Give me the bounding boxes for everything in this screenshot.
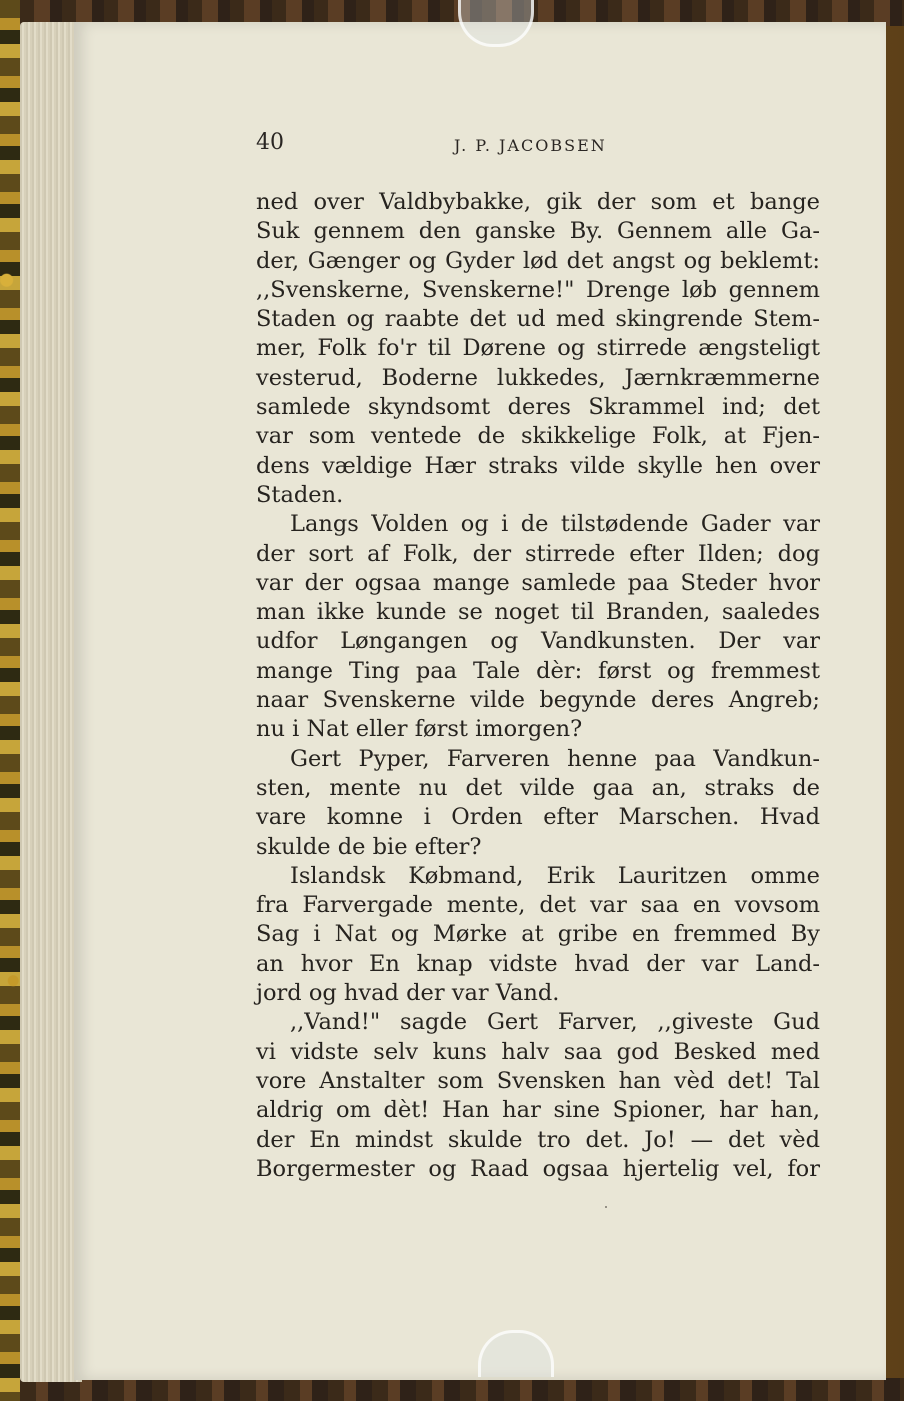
text-line: an hvor En knap vidste hvad der var Land-: [256, 950, 820, 977]
text-line: Staden.: [256, 481, 344, 508]
page-header: [256, 130, 820, 164]
text-line: aldrig om dèt! Han har sine Spioner, har han,: [256, 1097, 820, 1124]
text-line: der sort af Folk, der stirrede efter Ilden; dog: [256, 540, 820, 567]
text-line: ned over Valdbybakke, gik der som et bange: [256, 189, 820, 215]
text-line: vore Anstalter som Svensken han vèd det! Tal: [256, 1067, 820, 1094]
text-line: naar Svenskerne vilde begynde deres Angreb;: [256, 687, 820, 714]
text-line: der En mindst skulde tro det. Jo! — det vèd: [256, 1126, 820, 1153]
text-line: ,,Svenskerne, Svenskerne!" Drenge løb gennem: [256, 276, 820, 303]
text-line: var der ogsaa mange samlede paa Steder hvor: [256, 569, 820, 596]
text-line: vesterud, Boderne lukkedes, Jærnkræmmerne: [256, 364, 820, 391]
text-line: skulde de bie efter?: [256, 833, 482, 860]
text-line: dens vældige Hær straks vilde skylle hen over: [256, 452, 820, 479]
text-line: samlede skyndsomt deres Skrammel ind; det: [256, 394, 820, 421]
text-line: Sag i Nat og Mørke at gribe en fremmed By: [256, 921, 820, 948]
cover-edge-bottom: [20, 1378, 904, 1401]
body-text: [256, 188, 820, 1184]
text-line: der, Gænger og Gyder lød det angst og beklemt:: [256, 247, 820, 274]
running-head: J. P. JACOBSEN: [454, 136, 607, 155]
text-line: jord og hvad der var Vand.: [256, 980, 560, 1007]
text-line: mer, Folk fo'r til Dørene og stirrede ængsteligt: [256, 335, 820, 362]
text-line: man ikke kunde se noget til Branden, saaledes: [256, 599, 820, 626]
text-line: fra Farvergade mente, det var saa en vovsom: [256, 892, 820, 919]
text-line: Islandsk Købmand, Erik Lauritzen omme: [290, 862, 820, 889]
text-line: sten, mente nu det vilde gaa an, straks de: [256, 774, 820, 801]
text-line: udfor Løngangen og Vandkunsten. Der var: [256, 628, 820, 655]
text-line: Staden og raabte det ud med skingrende Stem-: [256, 306, 820, 333]
text-line: ,,Vand!" sagde Gert Farver, ,,giveste Gud: [290, 1009, 820, 1036]
page-number: 40: [256, 130, 284, 155]
text-line: Suk gennem den ganske By. Gennem alle Ga-: [256, 218, 820, 245]
text-line: vare komne i Orden efter Marschen. Hvad: [256, 804, 820, 831]
text-line: vi vidste selv kuns halv saa god Besked med: [256, 1038, 820, 1065]
text-line: mange Ting paa Tale dèr: først og fremmest: [256, 657, 820, 684]
text-line: Borgermester og Raad ogsaa hjertelig vel, for: [256, 1155, 820, 1182]
text-line: var som ventede de skikkelige Folk, at Fjen-: [256, 423, 820, 450]
page-stack: [20, 22, 82, 1382]
text-line: nu i Nat eller først imorgen?: [256, 716, 583, 743]
marbled-cover-edge: [0, 0, 22, 1401]
text-line: Gert Pyper, Farveren henne paa Vandkun-: [290, 745, 820, 772]
text-line: Langs Volden og i de tilstødende Gader var: [290, 511, 820, 538]
page-speck: [605, 1206, 607, 1208]
